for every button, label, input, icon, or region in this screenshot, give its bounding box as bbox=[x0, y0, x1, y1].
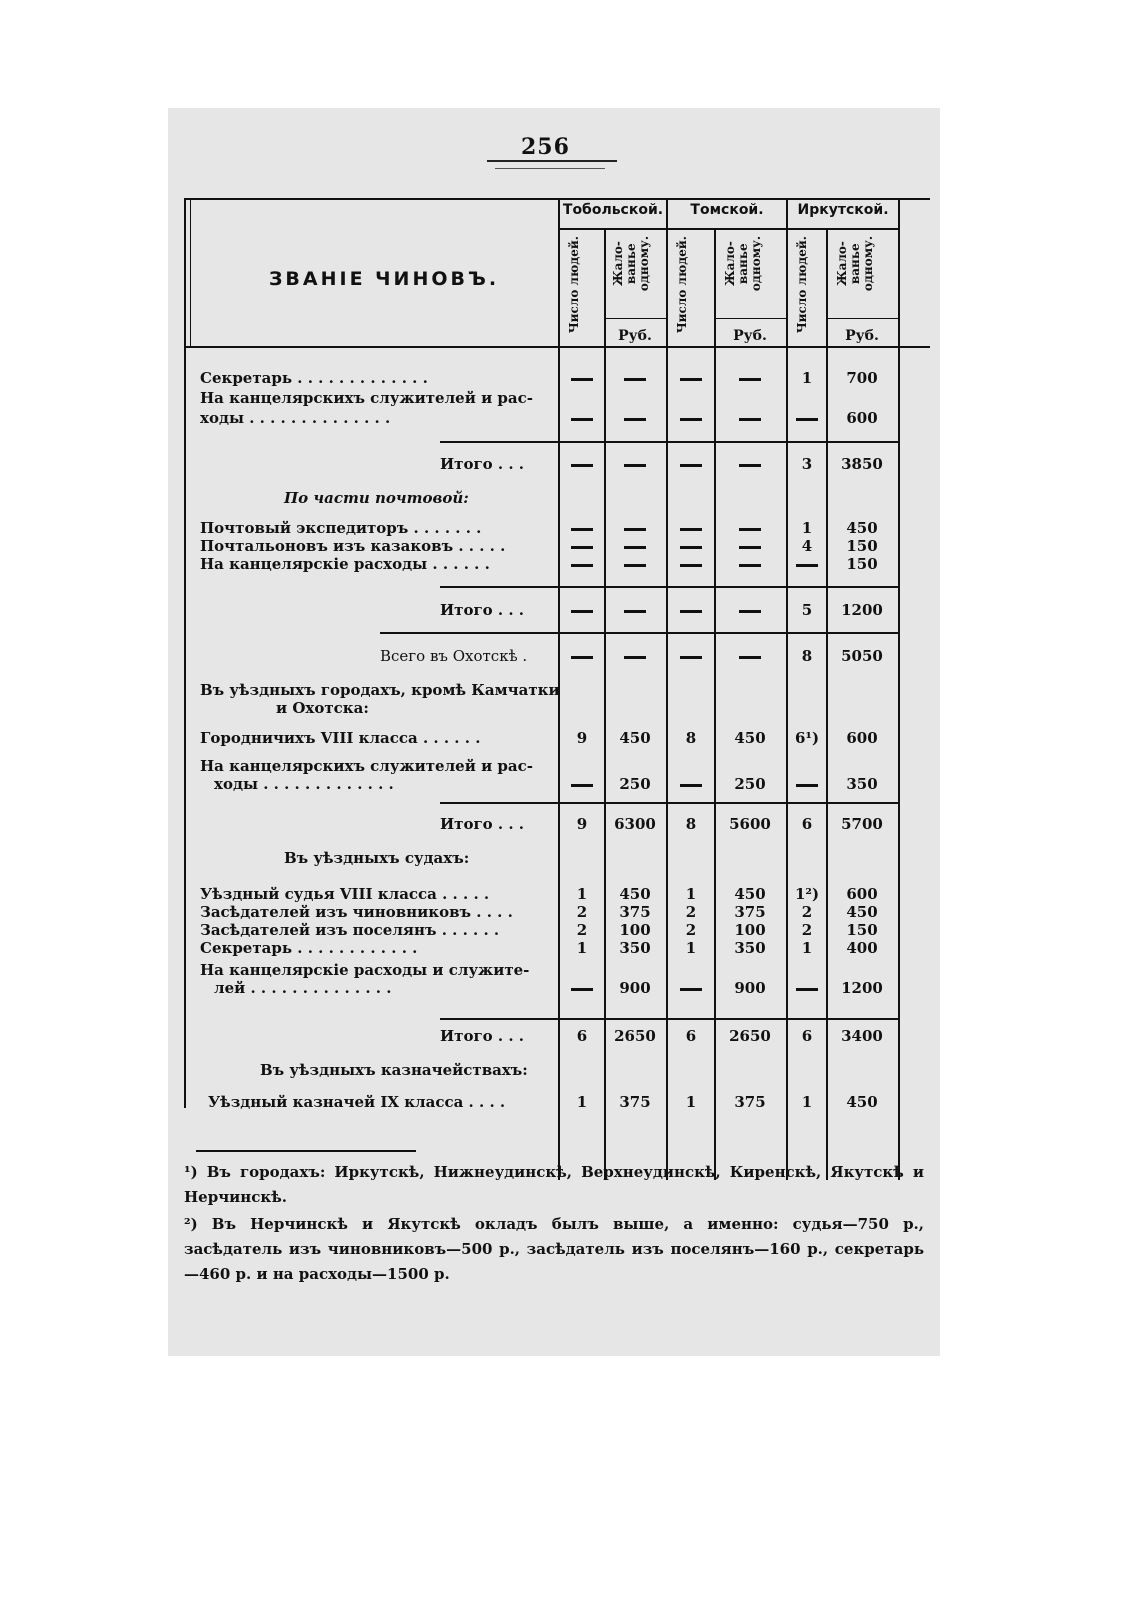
dash-mark bbox=[739, 546, 761, 549]
table-cell: 100 bbox=[619, 921, 651, 939]
table-cell: 1 bbox=[685, 1093, 697, 1111]
row-label: Секретарь . . . . . . . . . . . . bbox=[200, 939, 418, 957]
table-cell bbox=[604, 520, 666, 537]
dash-mark bbox=[739, 378, 761, 381]
table-cell: 1 bbox=[801, 519, 813, 537]
table-cell: 1200 bbox=[841, 601, 883, 619]
table-cell: 5050 bbox=[841, 647, 883, 665]
row-label: На канцелярскихъ служителей и рас- bbox=[200, 389, 533, 407]
table-cell: 600 bbox=[846, 409, 878, 427]
row-label: Итого . . . bbox=[440, 1027, 525, 1045]
dash-mark bbox=[739, 564, 761, 567]
table-cell: 9 bbox=[576, 729, 588, 747]
governorate-irkutsk: Иркутской. bbox=[797, 202, 889, 218]
dash-mark bbox=[680, 378, 702, 381]
table-cell bbox=[668, 520, 714, 537]
table-cell: 375 bbox=[734, 1093, 766, 1111]
table-cell bbox=[714, 520, 786, 537]
dash-mark bbox=[624, 528, 646, 531]
dash-mark bbox=[739, 656, 761, 659]
dash-mark bbox=[571, 656, 593, 659]
dash-mark bbox=[796, 564, 818, 567]
col-salary-irkutsk: Жало- ванье одному. bbox=[835, 236, 875, 292]
table-cell: 1200 bbox=[841, 979, 883, 997]
table-cell: 2 bbox=[685, 903, 697, 921]
row-label: Всего въ Охотскѣ . bbox=[380, 647, 528, 665]
table-cell bbox=[560, 410, 604, 427]
table-cell: 250 bbox=[619, 775, 651, 793]
row-label: На канцелярскіе расходы и служите- bbox=[200, 961, 530, 979]
table-cell bbox=[668, 410, 714, 427]
table-cell: 1²) bbox=[794, 885, 820, 903]
table-cell bbox=[714, 456, 786, 473]
table-cell bbox=[560, 648, 604, 665]
dash-mark bbox=[680, 656, 702, 659]
row-label: и Охотска: bbox=[276, 699, 369, 717]
dash-mark bbox=[624, 464, 646, 467]
table-cell: 375 bbox=[734, 903, 766, 921]
dash-mark bbox=[680, 464, 702, 467]
col-people-tobolsk: Число людей. bbox=[567, 236, 581, 334]
table-cell: 450 bbox=[734, 885, 766, 903]
table-cell bbox=[788, 980, 826, 997]
table-cell: 1 bbox=[576, 939, 588, 957]
row-label: Итого . . . bbox=[440, 601, 525, 619]
row-label: Почтовый экспедиторъ . . . . . . . bbox=[200, 519, 482, 537]
table-cell: 250 bbox=[734, 775, 766, 793]
table-cell: 2 bbox=[576, 921, 588, 939]
table-cell: 3 bbox=[801, 455, 813, 473]
governorate-tobolsk: Тобольской. bbox=[562, 202, 664, 218]
table-cell: 2650 bbox=[614, 1027, 656, 1045]
row-label: лей . . . . . . . . . . . . . . bbox=[214, 979, 392, 997]
table-cell: 6 bbox=[801, 1027, 813, 1045]
dash-mark bbox=[680, 988, 702, 991]
table-cell: 1 bbox=[801, 1093, 813, 1111]
table-cell: 450 bbox=[846, 519, 878, 537]
dash-mark bbox=[624, 418, 646, 421]
table-cell bbox=[560, 980, 604, 997]
table-cell: 900 bbox=[619, 979, 651, 997]
page-number: 256 bbox=[521, 134, 570, 160]
table-cell: 2 bbox=[685, 921, 697, 939]
dash-mark bbox=[680, 546, 702, 549]
table-cell bbox=[604, 538, 666, 555]
table-cell: 450 bbox=[619, 885, 651, 903]
table-cell: 2650 bbox=[729, 1027, 771, 1045]
dash-mark bbox=[624, 546, 646, 549]
footnote-rule bbox=[196, 1150, 416, 1152]
table-cell bbox=[714, 648, 786, 665]
table-cell bbox=[668, 602, 714, 619]
table-cell bbox=[560, 538, 604, 555]
table-cell bbox=[604, 602, 666, 619]
table-cell: 3850 bbox=[841, 455, 883, 473]
table-cell: 8 bbox=[685, 729, 697, 747]
salary-table bbox=[184, 198, 930, 1180]
dash-mark bbox=[739, 418, 761, 421]
dash-mark bbox=[796, 988, 818, 991]
table-cell: 6 bbox=[801, 815, 813, 833]
dash-mark bbox=[571, 418, 593, 421]
row-label: Почтальоновъ изъ казаковъ . . . . . bbox=[200, 537, 506, 555]
table-cell: 6300 bbox=[614, 815, 656, 833]
table-cell bbox=[560, 370, 604, 387]
dash-mark bbox=[624, 656, 646, 659]
dash-mark bbox=[571, 546, 593, 549]
table-cell: 100 bbox=[734, 921, 766, 939]
dash-mark bbox=[739, 528, 761, 531]
table-cell bbox=[560, 556, 604, 573]
table-cell: 2 bbox=[801, 903, 813, 921]
dash-mark bbox=[739, 464, 761, 467]
table-cell: 1 bbox=[685, 939, 697, 957]
table-cell: 150 bbox=[846, 921, 878, 939]
table-cell bbox=[714, 410, 786, 427]
table-cell: 2 bbox=[801, 921, 813, 939]
table-cell: 8 bbox=[801, 647, 813, 665]
table-cell bbox=[668, 556, 714, 573]
table-cell: 3400 bbox=[841, 1027, 883, 1045]
table-cell: 400 bbox=[846, 939, 878, 957]
table-cell: 2 bbox=[576, 903, 588, 921]
table-cell: 6¹) bbox=[794, 729, 820, 747]
col-people-irkutsk: Число людей. bbox=[795, 236, 809, 334]
dash-mark bbox=[739, 610, 761, 613]
dash-mark bbox=[624, 610, 646, 613]
row-label: На канцелярскіе расходы . . . . . . bbox=[200, 555, 490, 573]
footnote-2: ²) Въ Нерчинскѣ и Якутскѣ окладъ былъ выше, а именно: судья—750 р., засѣдатель изъ чиновниковъ—500 р., засѣдатель изъ поселянъ—160 р., секретарь—460 р. и на расходы—1500 р. bbox=[184, 1215, 924, 1283]
table-cell: 1 bbox=[576, 885, 588, 903]
table-cell bbox=[604, 648, 666, 665]
table-cell bbox=[788, 556, 826, 573]
table-cell bbox=[668, 776, 714, 793]
table-cell bbox=[604, 556, 666, 573]
table-cell: 375 bbox=[619, 903, 651, 921]
table-cell bbox=[788, 410, 826, 427]
table-cell: 1 bbox=[801, 369, 813, 387]
dash-mark bbox=[571, 784, 593, 787]
row-label: Уѣздный казначей IX класса . . . . bbox=[208, 1093, 506, 1111]
row-label: Итого . . . bbox=[440, 815, 525, 833]
dash-mark bbox=[624, 378, 646, 381]
row-label: Въ уѣздныхъ казначействахъ: bbox=[260, 1061, 528, 1079]
row-label: ходы . . . . . . . . . . . . . . bbox=[200, 409, 391, 427]
dash-mark bbox=[571, 528, 593, 531]
table-cell: 5700 bbox=[841, 815, 883, 833]
table-cell: 150 bbox=[846, 555, 878, 573]
dash-mark bbox=[796, 418, 818, 421]
table-cell: 5600 bbox=[729, 815, 771, 833]
dash-mark bbox=[624, 564, 646, 567]
table-cell bbox=[668, 370, 714, 387]
col-people-tomsk: Число людей. bbox=[675, 236, 689, 334]
table-cell: 8 bbox=[685, 815, 697, 833]
row-label: По части почтовой: bbox=[284, 489, 469, 507]
table-cell: 450 bbox=[846, 903, 878, 921]
table-cell: 350 bbox=[734, 939, 766, 957]
table-cell: 900 bbox=[734, 979, 766, 997]
table-cell bbox=[560, 456, 604, 473]
table-cell bbox=[560, 520, 604, 537]
dash-mark bbox=[571, 378, 593, 381]
table-cell: 9 bbox=[576, 815, 588, 833]
dash-mark bbox=[680, 610, 702, 613]
dash-mark bbox=[680, 564, 702, 567]
table-cell: 350 bbox=[619, 939, 651, 957]
row-label: Засѣдателей изъ поселянъ . . . . . . bbox=[200, 921, 500, 939]
table-cell: 700 bbox=[846, 369, 878, 387]
dash-mark bbox=[571, 610, 593, 613]
table-cell bbox=[714, 370, 786, 387]
page-number-rule bbox=[487, 160, 617, 162]
dash-mark bbox=[680, 784, 702, 787]
unit-rub-tomsk: Руб. bbox=[733, 328, 767, 344]
table-cell bbox=[668, 648, 714, 665]
row-label: На канцелярскихъ служителей и рас- bbox=[200, 757, 533, 775]
dash-mark bbox=[796, 784, 818, 787]
table-cell: 1 bbox=[685, 885, 697, 903]
row-label: Итого . . . bbox=[440, 455, 525, 473]
table-cell bbox=[668, 538, 714, 555]
table-cell bbox=[714, 556, 786, 573]
row-label: Секретарь . . . . . . . . . . . . . bbox=[200, 369, 428, 387]
footnote-1: ¹) Въ городахъ: Иркутскѣ, Нижнеудинскѣ, Верхнеудинскѣ, Киренскѣ, Якутскѣ и Нерчинскѣ. bbox=[184, 1163, 924, 1206]
table-cell bbox=[788, 776, 826, 793]
table-cell bbox=[604, 456, 666, 473]
table-cell bbox=[560, 602, 604, 619]
dash-mark bbox=[680, 418, 702, 421]
table-cell: 6 bbox=[685, 1027, 697, 1045]
table-cell: 4 bbox=[801, 537, 813, 555]
table-cell: 375 bbox=[619, 1093, 651, 1111]
table-cell bbox=[668, 980, 714, 997]
table-cell bbox=[668, 456, 714, 473]
table-cell: 450 bbox=[734, 729, 766, 747]
table-cell: 600 bbox=[846, 885, 878, 903]
table-cell: 6 bbox=[576, 1027, 588, 1045]
table-cell: 1 bbox=[576, 1093, 588, 1111]
governorate-tomsk: Томской. bbox=[690, 202, 764, 218]
table-cell bbox=[604, 370, 666, 387]
table-cell bbox=[560, 776, 604, 793]
row-label: Въ уѣздныхъ судахъ: bbox=[284, 849, 470, 867]
table-cell: 5 bbox=[801, 601, 813, 619]
row-label: Засѣдателей изъ чиновниковъ . . . . bbox=[200, 903, 513, 921]
table-cell: 450 bbox=[846, 1093, 878, 1111]
table-cell: 150 bbox=[846, 537, 878, 555]
row-label: Уѣздный судья VIII класса . . . . . bbox=[200, 885, 490, 903]
dash-mark bbox=[680, 528, 702, 531]
table-cell: 450 bbox=[619, 729, 651, 747]
table-cell bbox=[604, 410, 666, 427]
unit-rub-tobolsk: Руб. bbox=[618, 328, 652, 344]
col-salary-tobolsk: Жало- ванье одному. bbox=[611, 236, 651, 292]
table-cell bbox=[714, 538, 786, 555]
dash-mark bbox=[571, 464, 593, 467]
row-label: Въ уѣздныхъ городахъ, кромѣ Камчатки bbox=[200, 681, 560, 699]
row-label: Городничихъ VIII класса . . . . . . bbox=[200, 729, 481, 747]
col-salary-tomsk: Жало- ванье одному. bbox=[723, 236, 763, 292]
dash-mark bbox=[571, 564, 593, 567]
table-title: ЗВАНІЕ ЧИНОВЪ. bbox=[268, 268, 500, 290]
row-label: ходы . . . . . . . . . . . . . bbox=[214, 775, 394, 793]
table-cell: 350 bbox=[846, 775, 878, 793]
table-cell bbox=[714, 602, 786, 619]
table-cell: 600 bbox=[846, 729, 878, 747]
unit-rub-irkutsk: Руб. bbox=[845, 328, 879, 344]
dash-mark bbox=[571, 988, 593, 991]
page-number-rule-secondary bbox=[495, 168, 605, 169]
table-cell: 1 bbox=[801, 939, 813, 957]
